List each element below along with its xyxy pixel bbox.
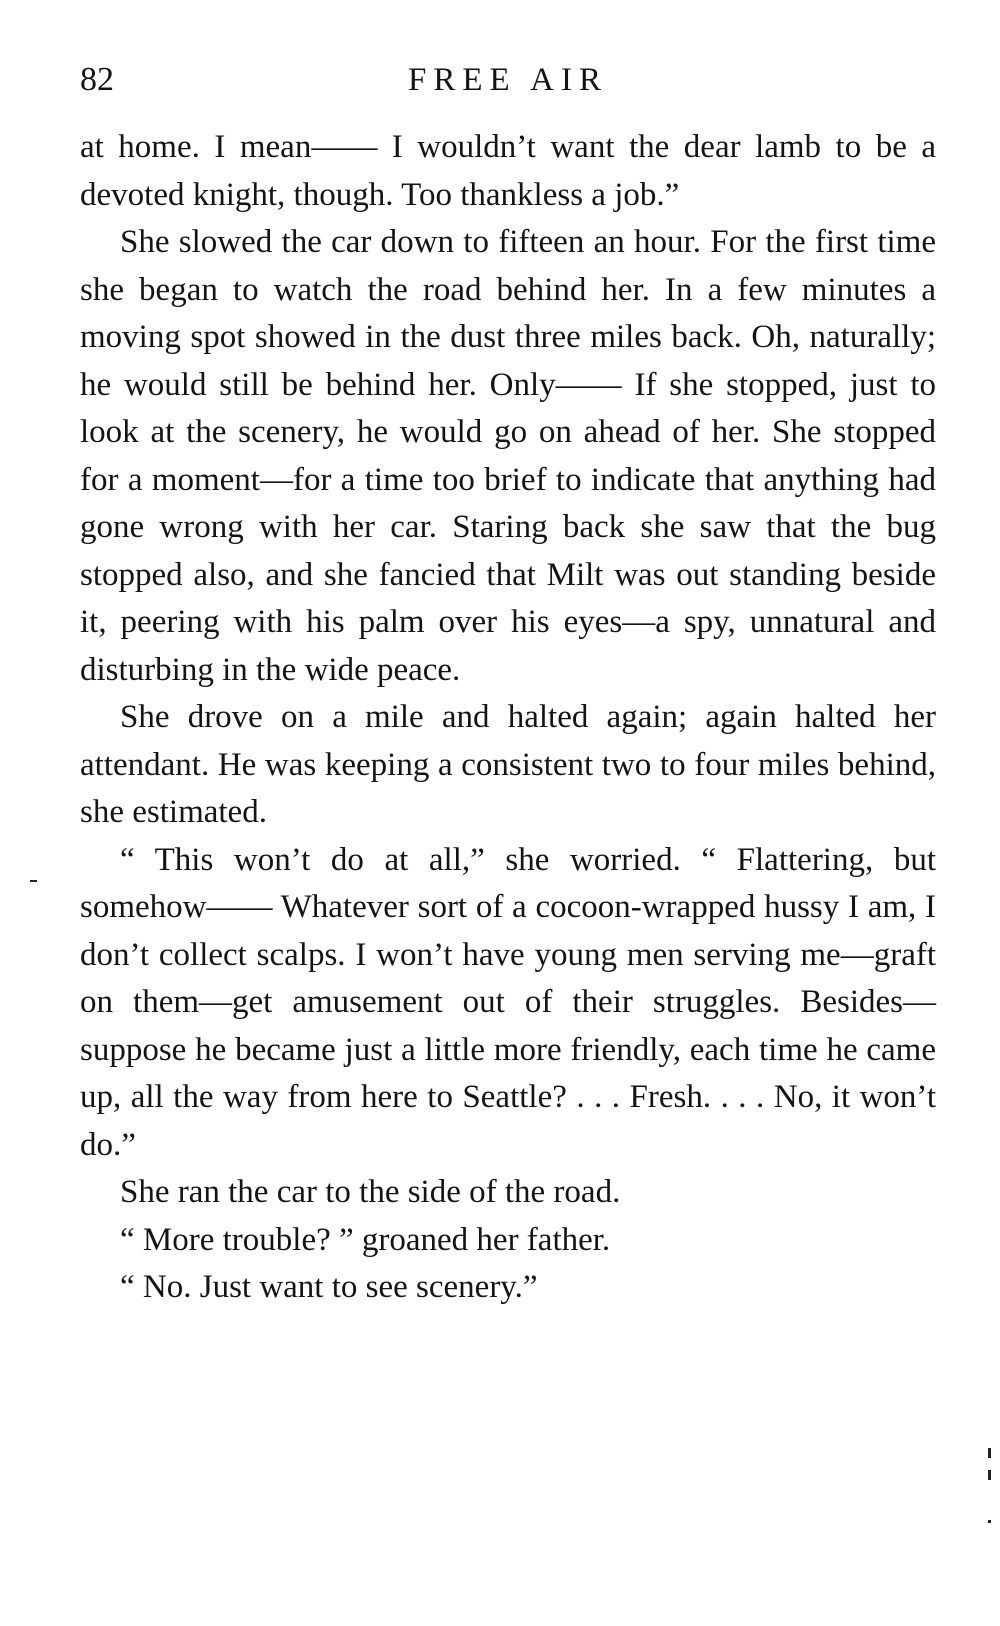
scan-mark — [30, 880, 37, 882]
scan-mark — [988, 1448, 991, 1458]
paragraph: “ This won’t do at all,” she worried. “ Flattering, but somehow—— Whatever sort of a cocoon-wrapped hussy I am, I don’t collect scalps. I won’t have young men serving me—graft on them—get amusement out of their struggles. Besides—suppose he became just a little more friendly, each time he came up, all the way from here to Seattle? . . . Fresh. . . . No, it won’t do.” — [80, 841, 936, 1163]
paragraph: She slowed the car down to fifteen an hour. For the first time she began to watch the road behind her. In a few minutes a moving spot showed in the dust three miles back. Oh, naturally; he would still be behind her. Only—— If she stopped, just to look at the scenery, he would go on ahead of her. She stopped for a moment—for a time too brief to indicate that anything had gone wrong with her car. Staring back she saw that the bug stopped also, and she fancied that Milt was out standing beside it, peering with his palm over his eyes—a spy, unnatural and disturbing in the wide peace. — [80, 224, 936, 688]
paragraph: at home. I mean—— I wouldn’t want the dear lamb to be a devoted knight, though. Too thankless a job.” — [80, 129, 936, 213]
page-number: 82 — [80, 61, 114, 98]
page-header — [80, 56, 936, 104]
scan-mark — [988, 1520, 991, 1523]
paragraph: She drove on a mile and halted again; again halted her attendant. He was keeping a consistent two to four miles behind, she estimated. — [80, 699, 936, 830]
body-text — [80, 124, 936, 1312]
scan-mark — [988, 1470, 991, 1480]
running-head: FREE AIR — [408, 62, 608, 98]
paragraph: “ No. Just want to see scenery.” — [120, 1269, 538, 1305]
paragraph: “ More trouble? ” groaned her father. — [120, 1221, 611, 1258]
paragraph: She ran the car to the side of the road. — [120, 1174, 621, 1210]
